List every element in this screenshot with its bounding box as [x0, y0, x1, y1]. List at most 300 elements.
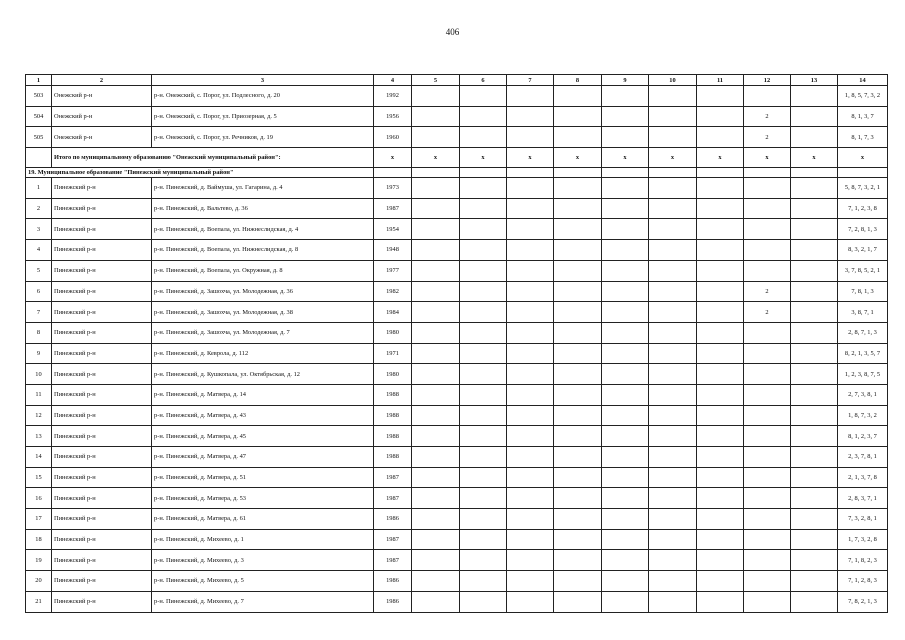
col14-cell: 8, 1, 2, 3, 7: [838, 426, 888, 447]
col14-cell: 8, 1, 7, 3: [838, 127, 888, 148]
empty-cell: [791, 178, 838, 199]
col12-cell: [744, 322, 791, 343]
col12-cell: [744, 591, 791, 612]
col12-cell: [744, 447, 791, 468]
empty-cell: [554, 219, 602, 240]
housing-register-table: [25, 74, 888, 613]
empty-cell: [554, 281, 602, 302]
empty-cell: [554, 384, 602, 405]
empty-cell: [649, 488, 697, 509]
total-row: [26, 148, 888, 168]
empty-cell: [649, 571, 697, 592]
empty-cell: [791, 219, 838, 240]
empty-cell: [649, 364, 697, 385]
address-cell: р-н. Пинежский, д. Матвера, д. 61: [152, 509, 374, 530]
empty-cell: [554, 302, 602, 323]
empty-cell: [460, 591, 507, 612]
address-cell: р-н. Пинежский, д. Матвера, д. 43: [152, 405, 374, 426]
empty-cell: [649, 447, 697, 468]
col12-cell: [744, 86, 791, 107]
empty-cell: [507, 509, 554, 530]
col12-cell: [744, 178, 791, 199]
empty-cell: [554, 467, 602, 488]
row-number-cell: 9: [26, 343, 52, 364]
empty-cell: [649, 509, 697, 530]
year-cell: 1987: [374, 550, 412, 571]
empty-cell: [507, 529, 554, 550]
col14-cell: 8, 2, 1, 3, 5, 7: [838, 343, 888, 364]
empty-cell: [649, 405, 697, 426]
row-number-cell: 17: [26, 509, 52, 530]
address-cell: р-н. Онежский, с. Порог, ул. Приозерная, д. 5: [152, 106, 374, 127]
address-cell: р-н. Пинежский, д. Матвера, д. 47: [152, 447, 374, 468]
total-value-cell: x: [791, 148, 838, 168]
section-title-cell: 19. Муниципальное образование "Пинежский муниципальный район": [26, 168, 374, 178]
row-number-cell: 16: [26, 488, 52, 509]
col12-cell: [744, 198, 791, 219]
empty-cell: [791, 467, 838, 488]
empty-cell: [460, 550, 507, 571]
table-row: [26, 219, 888, 240]
empty-cell: [507, 571, 554, 592]
table-row: [26, 467, 888, 488]
empty-cell: [460, 384, 507, 405]
empty-cell: [697, 240, 744, 261]
district-cell: Онежский р-н: [52, 86, 152, 107]
year-cell: 1987: [374, 198, 412, 219]
empty-cell: [460, 281, 507, 302]
district-cell: Пинежский р-н: [52, 260, 152, 281]
year-cell: 1977: [374, 260, 412, 281]
empty-cell: [697, 426, 744, 447]
total-value-cell: x: [697, 148, 744, 168]
address-cell: р-н. Пинежский, д. Матвера, д. 14: [152, 384, 374, 405]
address-cell: р-н. Пинежский, д. Матвера, д. 53: [152, 488, 374, 509]
empty-cell: [460, 343, 507, 364]
empty-cell: [554, 168, 602, 178]
empty-cell: [507, 550, 554, 571]
table-row: [26, 198, 888, 219]
col12-cell: [744, 509, 791, 530]
empty-cell: [412, 571, 460, 592]
table-row: [26, 240, 888, 261]
empty-cell: [649, 260, 697, 281]
empty-cell: [602, 240, 649, 261]
header-cell: 5: [412, 75, 460, 86]
col14-cell: 7, 3, 2, 8, 1: [838, 509, 888, 530]
district-cell: Пинежский р-н: [52, 509, 152, 530]
empty-cell: [602, 467, 649, 488]
col14-cell: 3, 7, 8, 5, 2, 1: [838, 260, 888, 281]
header-cell: 7: [507, 75, 554, 86]
empty-cell: [791, 405, 838, 426]
empty-cell: [649, 426, 697, 447]
empty-cell: [554, 550, 602, 571]
empty-cell: [791, 127, 838, 148]
empty-cell: [507, 405, 554, 426]
empty-cell: [649, 198, 697, 219]
empty-cell: [649, 591, 697, 612]
empty-cell: [602, 281, 649, 302]
table-row: [26, 384, 888, 405]
year-cell: 1988: [374, 405, 412, 426]
district-cell: Пинежский р-н: [52, 426, 152, 447]
empty-cell: [412, 426, 460, 447]
district-cell: Пинежский р-н: [52, 302, 152, 323]
empty-cell: [697, 467, 744, 488]
empty-cell: [649, 127, 697, 148]
year-cell: 1986: [374, 591, 412, 612]
page-number: 406: [445, 27, 460, 37]
empty-cell: [697, 571, 744, 592]
district-cell: Пинежский р-н: [52, 364, 152, 385]
district-cell: Пинежский р-н: [52, 447, 152, 468]
empty-cell: [507, 447, 554, 468]
address-cell: р-н. Пинежский, д. Ваймуша, ул. Гагарина, д. 4: [152, 178, 374, 199]
year-cell: 1988: [374, 426, 412, 447]
col14-cell: 1, 2, 3, 8, 7, 5: [838, 364, 888, 385]
header-cell: 11: [697, 75, 744, 86]
table-row: [26, 343, 888, 364]
total-value-cell: x: [744, 148, 791, 168]
district-cell: Пинежский р-н: [52, 322, 152, 343]
empty-cell: [507, 106, 554, 127]
empty-cell: [507, 322, 554, 343]
empty-cell: [554, 260, 602, 281]
empty-cell: [507, 343, 554, 364]
empty-cell: [697, 178, 744, 199]
col14-cell: 7, 8, 1, 3: [838, 281, 888, 302]
col14-cell: 7, 1, 2, 8, 3: [838, 571, 888, 592]
empty-cell: [554, 240, 602, 261]
row-number-cell: 14: [26, 447, 52, 468]
header-cell: 13: [791, 75, 838, 86]
empty-cell: [602, 168, 649, 178]
row-number-cell: 503: [26, 86, 52, 107]
total-value-cell: x: [649, 148, 697, 168]
header-cell: 9: [602, 75, 649, 86]
empty-cell: [791, 591, 838, 612]
empty-cell: [412, 322, 460, 343]
col14-cell: 8, 3, 2, 1, 7: [838, 240, 888, 261]
col12-cell: 2: [744, 127, 791, 148]
table-row: [26, 509, 888, 530]
empty-cell: [412, 529, 460, 550]
district-cell: Пинежский р-н: [52, 343, 152, 364]
empty-cell: [602, 302, 649, 323]
empty-cell: [507, 384, 554, 405]
empty-cell: [791, 384, 838, 405]
year-cell: 1987: [374, 467, 412, 488]
row-number-cell: 505: [26, 127, 52, 148]
empty-cell: [791, 426, 838, 447]
header-cell: 2: [52, 75, 152, 86]
col12-cell: [744, 467, 791, 488]
empty-cell: [554, 591, 602, 612]
col12-cell: [744, 219, 791, 240]
empty-cell: [412, 591, 460, 612]
table-row: [26, 106, 888, 127]
empty-cell: [460, 178, 507, 199]
row-number-cell: 12: [26, 405, 52, 426]
year-cell: 1987: [374, 488, 412, 509]
total-value-cell: x: [838, 148, 888, 168]
district-cell: Пинежский р-н: [52, 591, 152, 612]
row-number-cell: 13: [26, 426, 52, 447]
empty-cell: [507, 127, 554, 148]
empty-cell: [412, 168, 460, 178]
address-cell: р-н. Пинежский, д. Воепала, ул. Окружная, д. 8: [152, 260, 374, 281]
col14-cell: 7, 1, 2, 3, 8: [838, 198, 888, 219]
empty-cell: [554, 322, 602, 343]
table-row: [26, 364, 888, 385]
table-row: [26, 447, 888, 468]
empty-cell: [460, 86, 507, 107]
empty-cell: [460, 529, 507, 550]
col14-cell: 2, 8, 3, 7, 1: [838, 488, 888, 509]
empty-cell: [554, 571, 602, 592]
empty-cell: [697, 447, 744, 468]
empty-cell: [697, 550, 744, 571]
table-row: [26, 405, 888, 426]
total-value-cell: x: [507, 148, 554, 168]
empty-cell: [460, 106, 507, 127]
row-number-cell: 4: [26, 240, 52, 261]
empty-cell: [791, 509, 838, 530]
empty-cell: [697, 405, 744, 426]
col14-cell: 2, 3, 7, 8, 1: [838, 447, 888, 468]
address-cell: р-н. Пинежский, д. Зашохча, ул. Молодежная, д. 38: [152, 302, 374, 323]
empty-cell: [507, 467, 554, 488]
empty-cell: [412, 219, 460, 240]
empty-cell: [697, 488, 744, 509]
empty-cell: [649, 281, 697, 302]
empty-cell: [602, 529, 649, 550]
year-cell: 1987: [374, 529, 412, 550]
header-cell: 4: [374, 75, 412, 86]
empty-cell: [602, 488, 649, 509]
year-cell: 1982: [374, 281, 412, 302]
empty-cell: [554, 509, 602, 530]
empty-cell: [602, 322, 649, 343]
address-cell: р-н. Пинежский, д. Зашохча, ул. Молодежная, д. 7: [152, 322, 374, 343]
row-number-cell: 7: [26, 302, 52, 323]
empty-cell: [554, 343, 602, 364]
col14-cell: 7, 8, 2, 1, 3: [838, 591, 888, 612]
empty-cell: [507, 178, 554, 199]
empty-cell: [460, 364, 507, 385]
empty-cell: [460, 405, 507, 426]
year-cell: 1956: [374, 106, 412, 127]
empty-cell: [697, 106, 744, 127]
empty-cell: [602, 178, 649, 199]
header-cell: 12: [744, 75, 791, 86]
row-number-cell: 6: [26, 281, 52, 302]
total-value-cell: x: [602, 148, 649, 168]
empty-cell: [460, 260, 507, 281]
row-number-cell: 11: [26, 384, 52, 405]
empty-cell: [554, 529, 602, 550]
empty-cell: [697, 364, 744, 385]
empty-cell: [412, 343, 460, 364]
address-cell: р-н. Пинежский, д. Воепала, ул. Нижнеслидская, д. 4: [152, 219, 374, 240]
empty-cell: [460, 571, 507, 592]
table-row: [26, 281, 888, 302]
empty-cell: [412, 281, 460, 302]
district-cell: Пинежский р-н: [52, 467, 152, 488]
address-cell: р-н. Пинежский, д. Кеврола, д. 112: [152, 343, 374, 364]
empty-cell: [412, 384, 460, 405]
empty-cell: [697, 591, 744, 612]
empty-cell: [791, 364, 838, 385]
table-row: [26, 127, 888, 148]
year-cell: 1992: [374, 86, 412, 107]
total-label-cell: Итого по муниципальному образованию "Онежский муниципальный район":: [52, 148, 374, 168]
empty-cell: [412, 302, 460, 323]
empty-cell: [649, 106, 697, 127]
address-cell: р-н. Пинежский, д. Михеево, д. 7: [152, 591, 374, 612]
empty-cell: [460, 240, 507, 261]
district-cell: Онежский р-н: [52, 127, 152, 148]
col14-cell: 7, 1, 8, 2, 3: [838, 550, 888, 571]
table-row: [26, 178, 888, 199]
empty-cell: [507, 364, 554, 385]
row-number-cell: 19: [26, 550, 52, 571]
row-number-cell: 10: [26, 364, 52, 385]
empty-cell: [697, 168, 744, 178]
table-row: [26, 571, 888, 592]
empty-cell: [791, 168, 838, 178]
year-cell: 1971: [374, 343, 412, 364]
empty-cell: [697, 343, 744, 364]
col14-cell: 2, 8, 7, 1, 3: [838, 322, 888, 343]
col14-cell: 2, 1, 3, 7, 8: [838, 467, 888, 488]
header-cell: 3: [152, 75, 374, 86]
empty-cell: [602, 127, 649, 148]
empty-cell: [412, 86, 460, 107]
empty-cell: [649, 384, 697, 405]
empty-cell: [602, 591, 649, 612]
empty-cell: [602, 106, 649, 127]
empty-cell: [791, 106, 838, 127]
col14-cell: 3, 8, 7, 1: [838, 302, 888, 323]
empty-cell: [507, 86, 554, 107]
empty-cell: [412, 447, 460, 468]
empty-cell: [791, 571, 838, 592]
column-number-header-row: [26, 75, 888, 86]
empty-cell: [507, 426, 554, 447]
empty-cell: [602, 405, 649, 426]
col12-cell: 2: [744, 106, 791, 127]
table-row: [26, 426, 888, 447]
empty-cell: [602, 364, 649, 385]
empty-cell: [602, 509, 649, 530]
empty-cell: [460, 467, 507, 488]
row-number-cell: 5: [26, 260, 52, 281]
district-cell: Пинежский р-н: [52, 550, 152, 571]
address-cell: р-н. Пинежский, д. Воепала, ул. Нижнеслидская, д. 8: [152, 240, 374, 261]
empty-cell: [554, 364, 602, 385]
address-cell: р-н. Пинежский, д. Михеево, д. 1: [152, 529, 374, 550]
empty-cell: [791, 240, 838, 261]
col14-cell: 1, 8, 7, 3, 2: [838, 405, 888, 426]
empty-cell: [649, 467, 697, 488]
row-number-cell: 3: [26, 219, 52, 240]
district-cell: Пинежский р-н: [52, 240, 152, 261]
empty-cell: [412, 260, 460, 281]
empty-cell: [412, 198, 460, 219]
empty-cell: [697, 302, 744, 323]
empty-cell: [460, 447, 507, 468]
district-cell: Пинежский р-н: [52, 571, 152, 592]
empty-cell: [554, 106, 602, 127]
col12-cell: [744, 364, 791, 385]
empty-cell: [744, 168, 791, 178]
empty-cell: [697, 384, 744, 405]
table-row: [26, 86, 888, 107]
year-cell: 1988: [374, 447, 412, 468]
year-cell: 1973: [374, 178, 412, 199]
col12-cell: [744, 550, 791, 571]
empty-cell: [649, 86, 697, 107]
col12-cell: [744, 240, 791, 261]
address-cell: р-н. Пинежский, д. Михеево, д. 5: [152, 571, 374, 592]
empty-cell: [602, 384, 649, 405]
empty-cell: [507, 591, 554, 612]
empty-cell: [697, 529, 744, 550]
empty-cell: [26, 148, 52, 168]
col14-cell: 7, 2, 8, 1, 3: [838, 219, 888, 240]
empty-cell: [697, 86, 744, 107]
empty-cell: [838, 168, 888, 178]
empty-cell: [507, 302, 554, 323]
empty-cell: [791, 529, 838, 550]
empty-cell: [697, 219, 744, 240]
empty-cell: [791, 281, 838, 302]
empty-cell: [507, 240, 554, 261]
empty-cell: [697, 509, 744, 530]
address-cell: р-н. Пинежский, д. Матвера, д. 51: [152, 467, 374, 488]
header-cell: 14: [838, 75, 888, 86]
col14-cell: 2, 7, 3, 8, 1: [838, 384, 888, 405]
empty-cell: [791, 198, 838, 219]
col12-cell: [744, 571, 791, 592]
header-cell: 1: [26, 75, 52, 86]
col12-cell: [744, 529, 791, 550]
empty-cell: [649, 322, 697, 343]
empty-cell: [412, 240, 460, 261]
empty-cell: [507, 260, 554, 281]
header-cell: 6: [460, 75, 507, 86]
empty-cell: [460, 302, 507, 323]
empty-cell: [602, 343, 649, 364]
row-number-cell: 15: [26, 467, 52, 488]
empty-cell: [791, 302, 838, 323]
row-number-cell: 8: [26, 322, 52, 343]
district-cell: Пинежский р-н: [52, 219, 152, 240]
empty-cell: [602, 86, 649, 107]
empty-cell: [554, 488, 602, 509]
empty-cell: [460, 509, 507, 530]
empty-cell: [602, 447, 649, 468]
empty-cell: [649, 302, 697, 323]
empty-cell: [697, 198, 744, 219]
row-number-cell: 2: [26, 198, 52, 219]
table-row: [26, 591, 888, 612]
empty-cell: [460, 426, 507, 447]
empty-cell: [554, 426, 602, 447]
empty-cell: [791, 550, 838, 571]
